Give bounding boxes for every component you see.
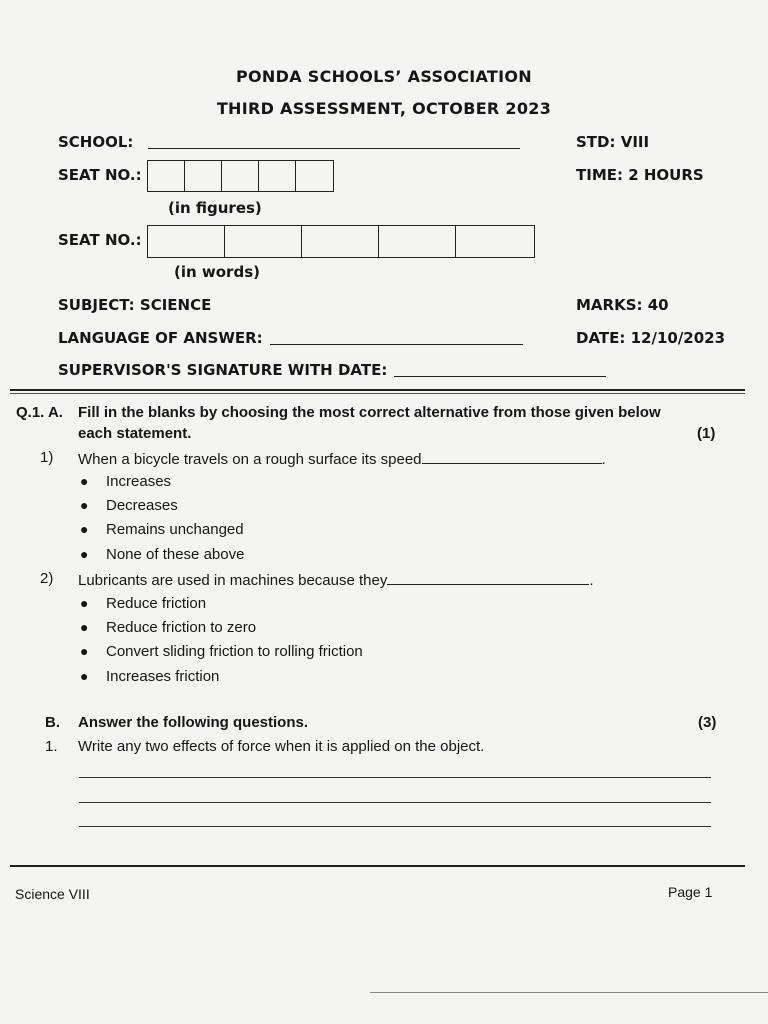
- association-title: PONDA SCHOOLS’ ASSOCIATION: [236, 67, 532, 86]
- question-2-end: .: [589, 572, 594, 589]
- q1-option-3[interactable]: Remains unchanged: [106, 521, 244, 538]
- seat-no-words-label: SEAT NO.:: [58, 231, 142, 249]
- q2-option-3[interactable]: Convert sliding friction to rolling friction: [106, 643, 363, 660]
- section-a-marks: (1): [697, 425, 716, 442]
- question-2-blank[interactable]: [387, 570, 589, 585]
- in-figures-label: (in figures): [168, 199, 262, 217]
- question-1-end: .: [601, 451, 606, 468]
- section-b-q1-number: 1.: [45, 738, 58, 755]
- supervisor-label: SUPERVISOR'S SIGNATURE WITH DATE:: [58, 361, 388, 379]
- seat-no-figures-label: SEAT NO.:: [58, 166, 142, 184]
- q1-option-2[interactable]: Decreases: [106, 497, 178, 514]
- language-label: LANGUAGE OF ANSWER:: [58, 329, 263, 347]
- answer-line[interactable]: [79, 777, 711, 778]
- seat-no-words-boxes[interactable]: [147, 225, 535, 258]
- language-field[interactable]: [270, 344, 523, 345]
- time-label: TIME: 2 HOURS: [576, 166, 704, 184]
- std-label: STD: VIII: [576, 133, 650, 151]
- school-field[interactable]: [148, 148, 520, 149]
- footer-divider: [10, 865, 745, 867]
- answer-line[interactable]: [79, 826, 711, 827]
- subject-label: SUBJECT: SCIENCE: [58, 296, 212, 314]
- question-1-number: 1): [40, 449, 54, 466]
- question-2-stem: Lubricants are used in machines because they: [78, 572, 388, 589]
- section-b-instruction: Answer the following questions.: [78, 714, 309, 731]
- q1-option-4[interactable]: None of these above: [106, 546, 245, 563]
- q2-option-4[interactable]: Increases friction: [106, 668, 220, 685]
- section-b-label: B.: [45, 714, 60, 731]
- question-2-number: 2): [40, 570, 54, 587]
- page-number: Page 1: [668, 884, 713, 900]
- section-b-q1-text: Write any two effects of force when it is applied on the object.: [78, 738, 485, 755]
- q1-option-1[interactable]: Increases: [106, 473, 172, 490]
- q2-option-2[interactable]: Reduce friction to zero: [106, 619, 257, 636]
- seat-no-figures-boxes[interactable]: [147, 160, 334, 192]
- footer-subject: Science VIII: [15, 886, 90, 902]
- marks-label: MARKS: 40: [576, 296, 669, 314]
- bullet-icon: ●: [80, 668, 89, 684]
- question-2-text: [78, 570, 594, 589]
- q2-option-1[interactable]: Reduce friction: [106, 595, 207, 612]
- section-a-instruction-line2: each statement.: [78, 425, 192, 442]
- in-words-label: (in words): [174, 263, 260, 281]
- question-1-text: [78, 449, 606, 468]
- header-divider-thin: [10, 393, 745, 394]
- header-divider: [10, 389, 745, 391]
- bullet-icon: ●: [80, 473, 89, 489]
- supervisor-signature-field[interactable]: [394, 376, 606, 377]
- section-b-marks: (3): [698, 714, 717, 731]
- bullet-icon: ●: [80, 619, 89, 635]
- date-label: DATE: 12/10/2023: [576, 329, 726, 347]
- question-1-stem: When a bicycle travels on a rough surface its speed: [78, 451, 422, 468]
- question-1-blank[interactable]: [422, 449, 602, 464]
- answer-line[interactable]: [79, 802, 711, 803]
- bullet-icon: ●: [80, 497, 89, 513]
- section-a-instruction-line1: Fill in the blanks by choosing the most correct alternative from those given below: [78, 404, 661, 421]
- bullet-icon: ●: [80, 643, 89, 659]
- bullet-icon: ●: [80, 546, 89, 562]
- school-label: SCHOOL:: [58, 133, 134, 151]
- bullet-icon: ●: [80, 521, 89, 537]
- bottom-edge-line: [370, 992, 768, 993]
- section-a-number: Q.1. A.: [16, 404, 63, 421]
- bullet-icon: ●: [80, 595, 89, 611]
- assessment-title: THIRD ASSESSMENT, OCTOBER 2023: [216, 99, 552, 118]
